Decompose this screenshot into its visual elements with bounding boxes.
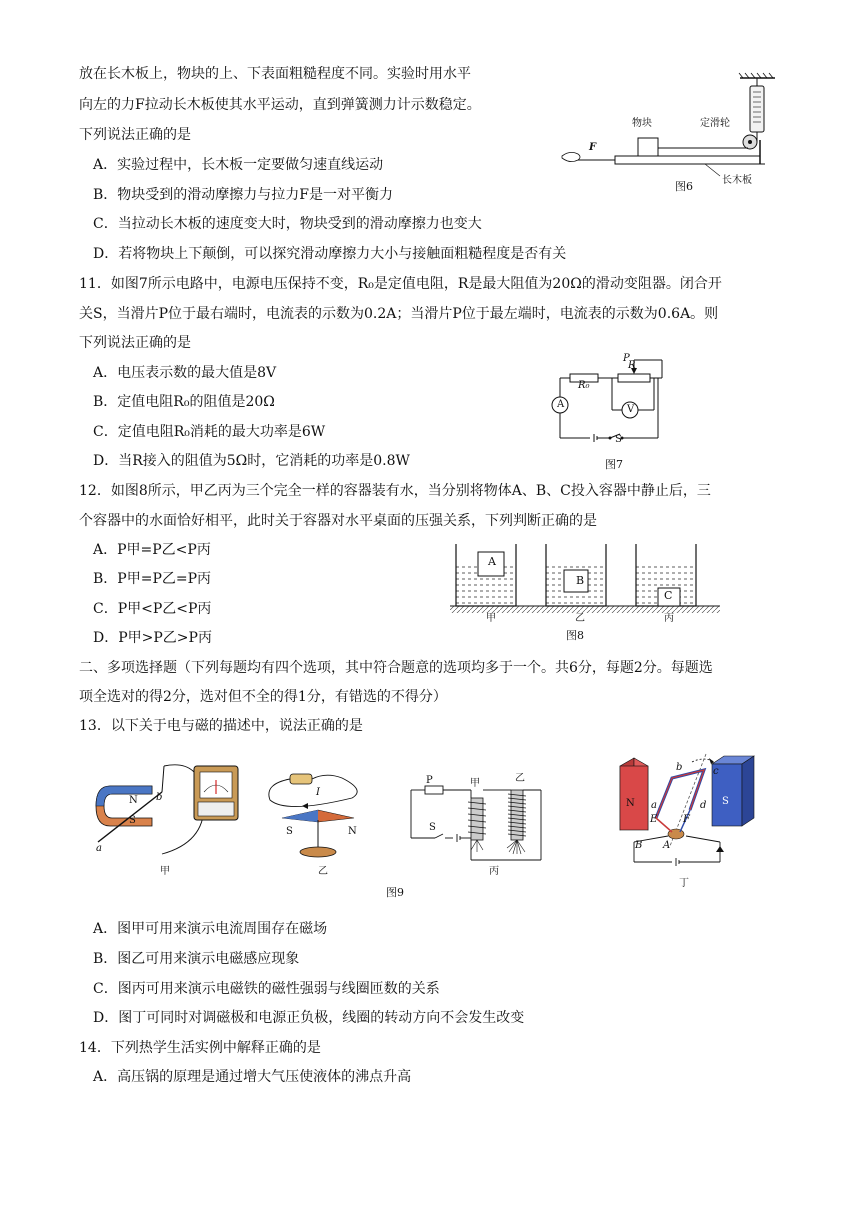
figure-9-yi-oersted-compass [262,766,372,866]
fig9-ding-c: c [713,766,719,777]
fig9-yi-n: N [348,826,357,837]
q10-option-b: B．物块受到的滑动摩擦力与拉力F是一对平衡力 [93,187,394,203]
fig9-jia-n: N [129,795,138,806]
q10-option-d: D．若将物块上下颠倒，可以探究滑动摩擦力大小与接触面粗糙程度是否有关 [93,246,567,262]
fig7-r0-label: R₀ [578,380,590,391]
section-2-heading-line-1: 二、多项选择题（下列每题均有四个选项，其中符合题意的选项均多于一个。共6分，每题2分。每题选 [79,660,713,676]
fig7-ammeter-label: A [557,399,565,410]
fig8-object-a: A [488,555,496,568]
fig9-yi-current-i: I [316,787,320,798]
fig9-yi-s: S [286,826,293,837]
q12-option-c: C．P甲<P乙<P丙 [93,601,212,617]
fig6-force-label: F [589,142,597,153]
figure-9-ding-motor [612,752,757,870]
q13-option-d: D．图丁可同时对调磁极和电源正负极，线圈的转动方向不会发生改变 [93,1010,525,1026]
fig9-bing-jia: 甲 [470,778,480,789]
q12-stem-line-1: 12．如图8所示，甲乙丙为三个完全一样的容器装有水，当分别将物体A、B、C投入容器中静止后，三 [79,483,711,499]
fig9-bing-yi: 乙 [515,773,525,784]
q13-option-c: C．图丙可用来演示电磁铁的磁性强弱与线圈匝数的关系 [93,981,440,997]
fig9-ding-d: d [700,800,707,811]
fig9-ding-b-brush: B [635,840,643,851]
fig7-slider-label: P [623,353,630,364]
q13-option-b: B．图乙可用来演示电磁感应现象 [93,951,300,967]
fig6-board-label: 长木板 [722,175,752,186]
figure-8-containers [450,540,720,620]
fig9-label-bing: 丙 [489,866,499,877]
q11-option-a: A．电压表示数的最大值是8V [93,365,277,381]
fig9-label-jia: 甲 [160,866,170,877]
fig6-pulley-label: 定滑轮 [700,118,730,129]
fig9-bing-p: P [426,775,433,786]
fig9-ding-e: E [650,814,658,825]
fig6-block-label: 物块 [632,118,652,129]
fig7-switch-label: S [615,434,622,445]
fig9-jia-b: b [156,792,163,803]
q14-stem: 14．下列热学生活实例中解释正确的是 [79,1040,321,1056]
fig9-ding-s: S [722,796,729,807]
fig8-object-b: B [576,574,585,587]
figure-9-jia-magnet-galvanometer [92,762,252,862]
fig8-label-yi: 乙 [575,613,585,624]
fig8-label-jia: 甲 [486,613,496,624]
q10-stem-end: 下列说法正确的是 [79,127,191,143]
fig9-label-yi: 乙 [318,866,328,877]
fig6-caption: 图6 [675,180,693,193]
fig7-voltmeter-label: V [627,404,635,415]
q11-stem-line-2: 关S，当滑片P位于最右端时，电流表的示数为0.2A；当滑片P位于最左端时，电流表的示数为0.6A。则 [79,306,719,322]
q11-option-d: D．当R接入的阻值为5Ω时，它消耗的功率是0.8W [93,453,410,469]
q10-stem-line-2: 向左的力F拉动长木板使其水平运动，直到弹簧测力计示数稳定。 [79,97,481,113]
q12-stem-line-2: 个容器中的水面恰好相平，此时关于容器对水平桌面的压强关系，下列判断正确的是 [79,513,597,529]
q12-option-b: B．P甲=P乙=P丙 [93,571,212,587]
fig9-label-ding: 丁 [679,878,689,889]
q11-option-c: C．定值电阻R₀消耗的最大功率是6W [93,424,326,440]
figure-7-circuit [550,350,670,450]
q14-option-a: A．高压锅的原理是通过增大气压使液体的沸点升高 [93,1069,412,1085]
q11-stem-line-1: 11．如图7所示电路中，电源电压保持不变，R₀是定值电阻，R是最大阻值为20Ω的滑动变阻器。闭合开 [79,276,722,292]
q10-option-a: A．实验过程中，长木板一定要做匀速直线运动 [93,157,384,173]
fig7-r-label: R [628,360,636,371]
q13-option-a: A．图甲可用来演示电流周围存在磁场 [93,921,328,937]
fig9-ding-a-brush: A [663,840,671,851]
fig9-ding-f: F [683,814,690,825]
q11-option-b: B．定值电阻R₀的阻值是20Ω [93,394,275,410]
q10-option-c: C．当拉动长木板的速度变大时，物块受到的滑动摩擦力也变大 [93,216,482,232]
fig9-ding-n: N [626,798,635,809]
fig8-label-bing: 丙 [664,613,674,624]
q10-stem-line-1: 放在长木板上，物块的上、下表面粗糙程度不同。实验时用水平 [79,66,471,82]
fig9-jia-s: S [129,815,136,826]
q11-stem-end: 下列说法正确的是 [79,335,191,351]
fig9-ding-a: a [651,800,657,811]
fig8-object-c: C [664,589,673,602]
fig9-ding-b: b [676,762,683,773]
q13-stem: 13．以下关于电与磁的描述中，说法正确的是 [79,718,363,734]
q12-option-d: D．P甲>P乙>P丙 [93,630,212,646]
fig9-jia-a: a [96,843,102,854]
fig9-bing-s: S [429,822,436,833]
section-2-heading-line-2: 项全选对的得2分，选对但不全的得1分，有错选的不得分） [79,689,447,705]
fig8-caption: 图8 [566,629,584,642]
fig9-caption: 图9 [386,886,404,899]
q12-option-a: A．P甲=P乙<P丙 [93,542,211,558]
fig7-caption: 图7 [605,458,623,471]
